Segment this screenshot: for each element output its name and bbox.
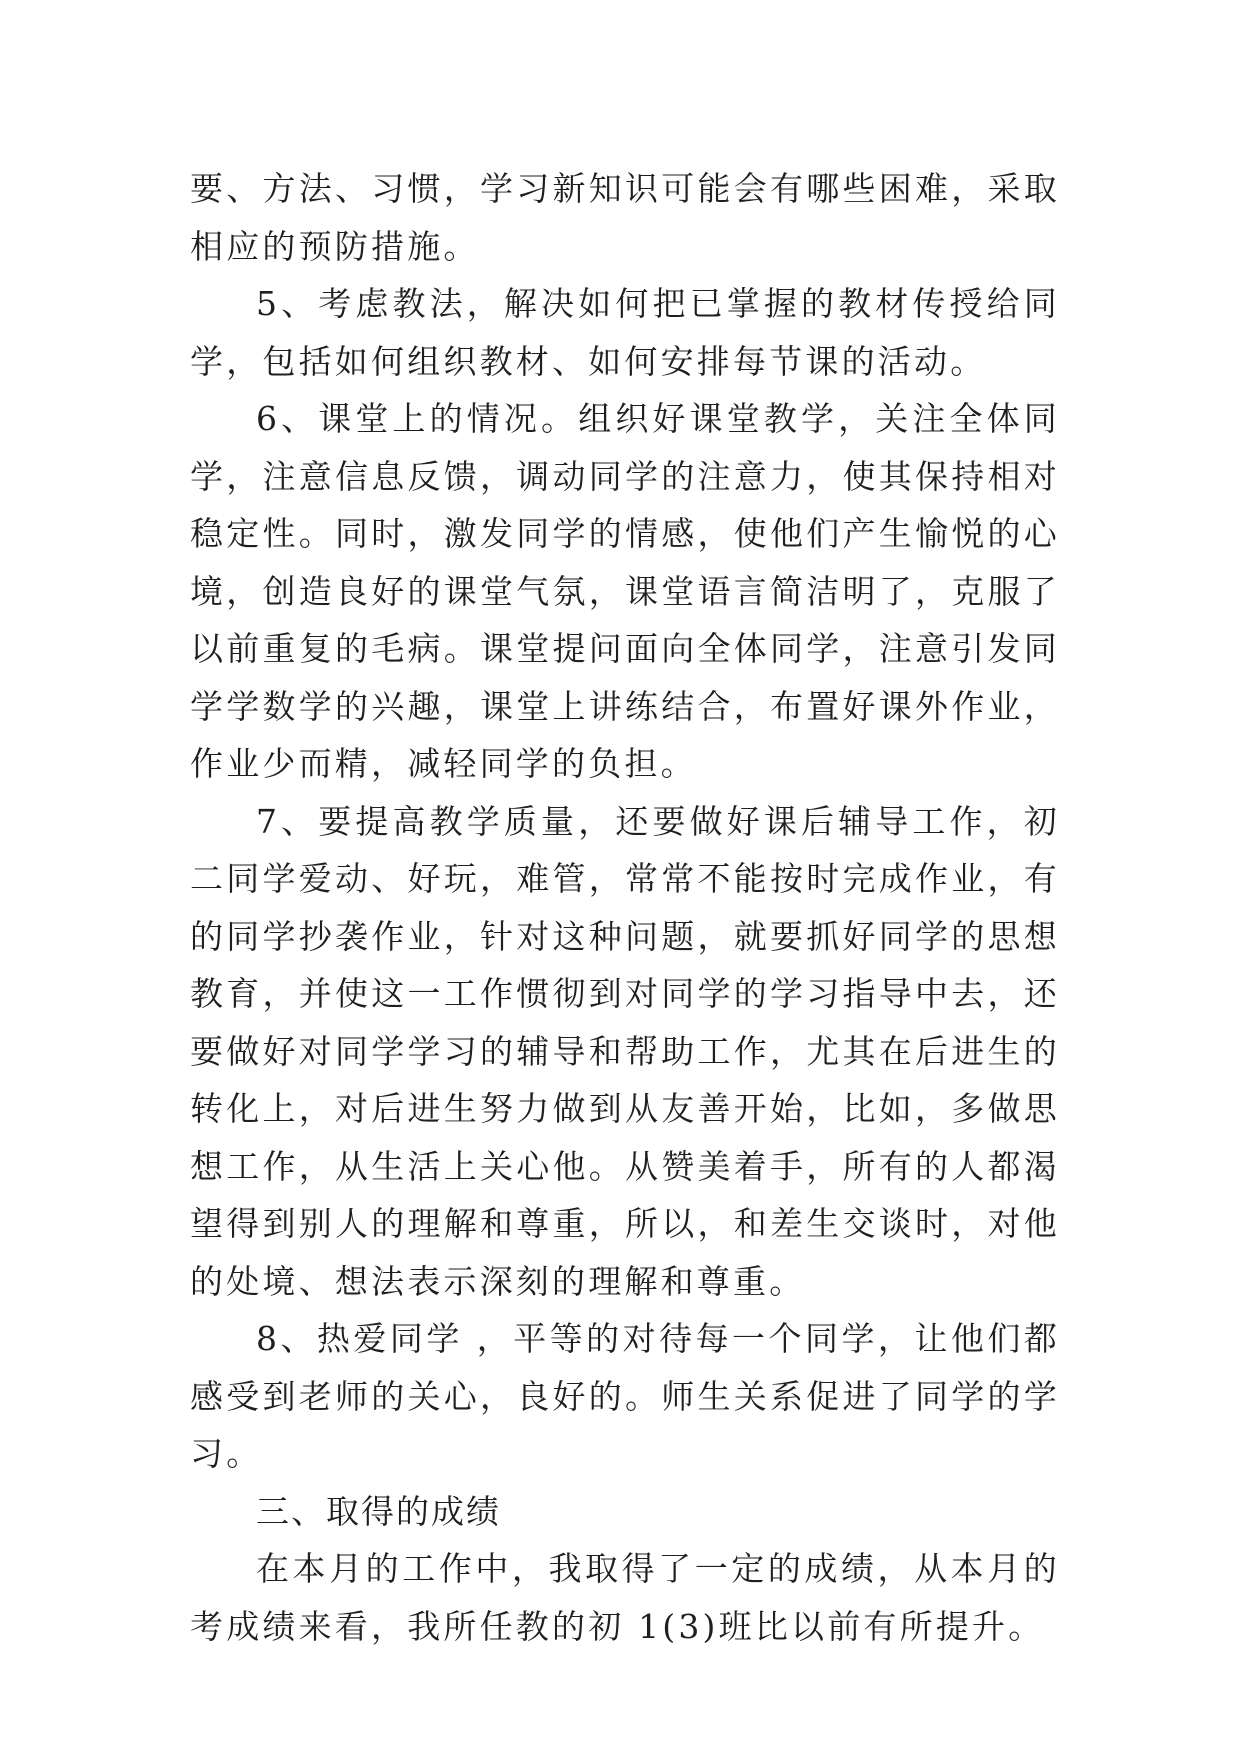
paragraph-continuation: 要、方法、习惯，学习新知识可能会有哪些困难，采取相应的预防措施。 xyxy=(190,169,1060,266)
paragraph-achievements: 在本月的工作中，我取得了一定的成绩，从本月的考成绩来看，我所任教的初 1(3)班比以前有所提升。 xyxy=(190,1549,1060,1646)
paragraph-item-7: 7、要提高教学质量，还要做好课后辅导工作，初二同学爱动、好玩，难管，常常不能按时完成作业，有的同学抄袭作业，针对这种问题，就要抓好同学的思想教育，并使这一工作惯彻到对同学的学习指导中去，还要做好对同学学习的辅导和帮助工作，尤其在后进生的转化上，对后进生努力做到从友善开始，比如，多做思想工作，从生活上关心他。从赞美着手，所有的人都渴望得到别人的理解和尊重，所以，和差生交谈时，对他的处境、想法表示深刻的理解和尊重。 xyxy=(190,801,1060,1301)
paragraph-item-5: 5、考虑教法，解决如何把已掌握的教材传授给同学，包括如何组织教材、如何安排每节课的活动。 xyxy=(190,284,1060,381)
document-body xyxy=(190,160,1060,1655)
paragraph-item-8: 8、热爱同学 ，平等的对待每一个同学，让他们都感受到老师的关心，良好的。师生关系促进了同学的学习。 xyxy=(190,1319,1060,1473)
paragraph-item-6: 6、课堂上的情况。组织好课堂教学，关注全体同学，注意信息反馈，调动同学的注意力，使其保持相对稳定性。同时，激发同学的情感，使他们产生愉悦的心境，创造良好的课堂气氛，课堂语言简洁明了，克服了以前重复的毛病。课堂提问面向全体同学，注意引发同学学数学的兴趣，课堂上讲练结合，布置好课外作业，作业少而精，减轻同学的负担。 xyxy=(190,399,1060,783)
section-heading-achievements: 三、取得的成绩 xyxy=(256,1491,501,1531)
